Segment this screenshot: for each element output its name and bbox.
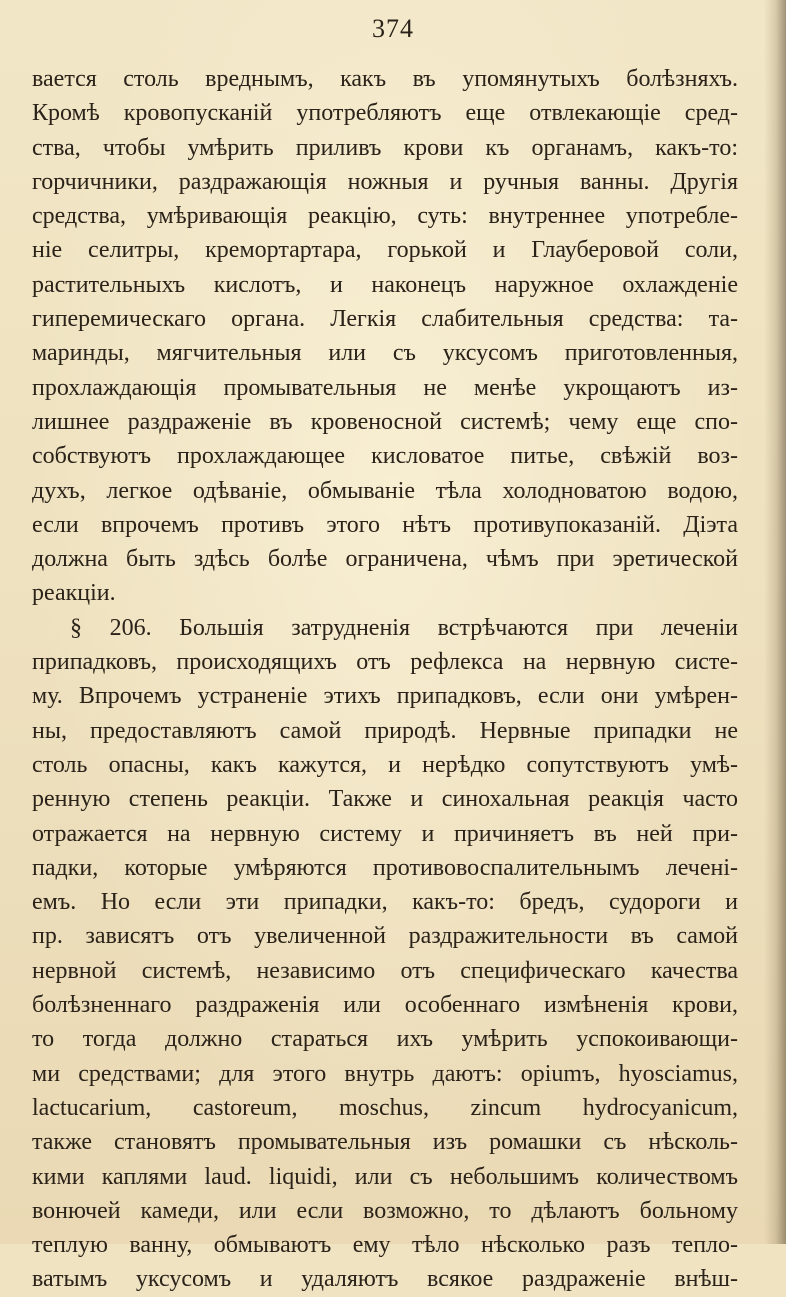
- text-line: собствуютъ прохлаждающее кисловатое питье, свѣжій воз-: [32, 443, 738, 470]
- text-line: болѣзненнаго раздраженія или особеннаго измѣненія крови,: [32, 992, 738, 1019]
- section-206-heading-line: § 206. Большія затрудненія встрѣчаются при леченіи: [70, 614, 738, 641]
- text-line: нервной системѣ, независимо отъ специфическаго качества: [32, 957, 738, 984]
- text-line: духъ, легкое одѣваніе, обмываніе тѣла холодноватою водою,: [32, 477, 738, 504]
- text-line: Кромѣ кровопусканій употребляютъ еще отвлекающіе сред-: [32, 100, 738, 127]
- text-line: lactucarium, castoreum, moschus, zincum hydrocyanicum,: [32, 1094, 738, 1121]
- text-line: отражается на нервную систему и причиняетъ въ ней при-: [32, 820, 738, 847]
- text-line: му. Впрочемъ устраненіе этихъ припадковъ, если они умѣрен-: [32, 683, 738, 710]
- text-line: припадковъ, происходящихъ отъ рефлекса на нервную систе-: [32, 649, 738, 676]
- text-line: ми средствами; для этого внутрь даютъ: opiumъ, hyosciamus,: [32, 1060, 738, 1087]
- text-line: должна быть здѣсь болѣе ограничена, чѣмъ при эретической: [32, 546, 738, 573]
- text-line: пр. зависятъ отъ увеличенной раздражительности въ самой: [32, 923, 738, 950]
- text-line: средства, умѣривающія реакцію, суть: внутреннее употребле-: [32, 203, 738, 230]
- text-line: маринды, мягчительныя или съ уксусомъ приготовленныя,: [32, 340, 738, 367]
- paragraph-end-line: реакціи.: [32, 580, 116, 607]
- text-line: ренную степень реакціи. Также и синохальная реакція часто: [32, 786, 738, 813]
- text-line: ватымъ уксусомъ и удаляютъ всякое раздраженіе внѣш-: [32, 1266, 738, 1293]
- text-line: прохлаждающія промывательныя не менѣе укрощаютъ из-: [32, 374, 738, 401]
- text-line: кими каплями laud. liquidi, или съ небольшимъ количествомъ: [32, 1163, 738, 1190]
- text-line: ны, предоставляютъ самой природѣ. Нервные припадки не: [32, 717, 738, 744]
- text-line: ства, чтобы умѣрить приливъ крови къ органамъ, какъ-то:: [32, 134, 738, 161]
- text-line: падки, которые умѣряются противовоспалительнымъ лечені-: [32, 854, 738, 881]
- text-line: если впрочемъ противъ этого нѣтъ противупоказаній. Діэта: [32, 511, 738, 538]
- text-line: емъ. Но если эти припадки, какъ-то: бредъ, судороги и: [32, 889, 738, 916]
- text-line: столь опасны, какъ кажутся, и нерѣдко сопутствуютъ умѣ-: [32, 751, 738, 778]
- text-line: вонючей камеди, или если возможно, то дѣлаютъ больному: [32, 1197, 738, 1224]
- text-line: ніе селитры, кремортартара, горькой и Глауберовой соли,: [32, 237, 738, 264]
- page-number: 374: [372, 14, 414, 43]
- text-line: то тогда должно стараться ихъ умѣрить успокоивающи-: [32, 1026, 738, 1053]
- text-line: горчичники, раздражающія ножныя и ручныя ванны. Другія: [32, 168, 738, 195]
- text-line: вается столь вреднымъ, какъ въ упомянутыхъ болѣзняхъ.: [32, 66, 738, 92]
- text-line: растительныхъ кислотъ, и наконецъ наружное охлажденіе: [32, 271, 738, 298]
- page-binding-shadow: [764, 0, 786, 1244]
- text-line: также становятъ промывательныя изъ ромашки съ нѣсколь-: [32, 1129, 738, 1156]
- body-text: [32, 62, 738, 1297]
- text-line: гиперемическаго органа. Легкія слабительныя средства: та-: [32, 306, 738, 333]
- text-line: теплую ванну, обмываютъ ему тѣло нѣсколько разъ тепло-: [32, 1232, 738, 1259]
- text-line: лишнее раздраженіе въ кровеносной системѣ; чему еще спо-: [32, 408, 738, 435]
